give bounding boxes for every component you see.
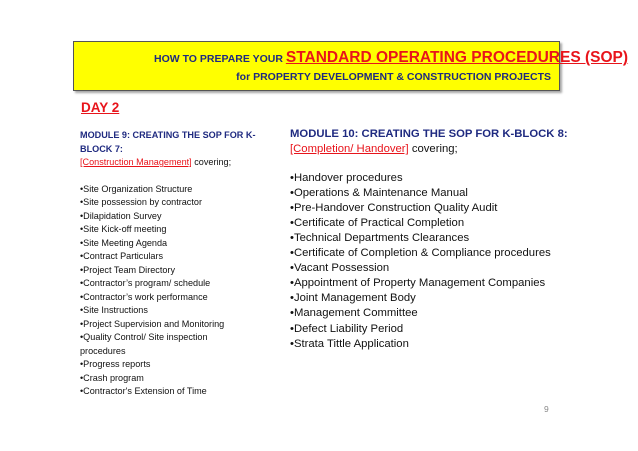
- list-item: •Technical Departments Clearances: [290, 231, 470, 244]
- list-item: •Contract Particulars: [80, 251, 164, 261]
- module-9-title: MODULE 9: CREATING THE SOP FOR K-BLOCK 7:: [80, 130, 256, 154]
- list-item: •Progress reports: [80, 359, 151, 369]
- list-item: •Project Team Directory: [80, 264, 175, 275]
- module-10-suffix: covering;: [408, 143, 458, 156]
- list-item: •Site possession by contractor: [80, 197, 202, 207]
- list-item: •Certificate of Completion & Compliance procedures: [290, 247, 551, 260]
- list-item: •Joint Management Body: [290, 292, 416, 305]
- list-item: •Quality Control/ Site inspection procedures: [80, 332, 208, 356]
- list-item: •Vacant Possession: [290, 262, 390, 275]
- day-label: DAY 2: [81, 100, 120, 115]
- module-10-subject: [Completion/ Handover]: [290, 143, 409, 156]
- list-item: •Site Organization Structure: [80, 183, 193, 194]
- list-item: •Site Kick-off meeting: [80, 224, 167, 234]
- module-9-subject: [Construction Management]: [80, 157, 192, 167]
- list-item: •Contractor’s work performance: [80, 291, 208, 302]
- module-10-subject-line: [290, 142, 590, 157]
- list-item: •Crash program: [80, 372, 144, 383]
- module-10-title: MODULE 10: CREATING THE SOP FOR K-BLOCK 8:: [290, 128, 568, 140]
- list-item: •Operations & Maintenance Manual: [290, 186, 468, 199]
- banner-title-line: [74, 49, 629, 67]
- list-item: •Certificate of Practical Completion: [290, 216, 465, 229]
- list-item: •Appointment of Property Management Companies: [290, 277, 546, 290]
- list-item: •Contractor's Extension of Time: [80, 386, 207, 396]
- module-10-list: [290, 171, 590, 352]
- module-9-list: [80, 183, 280, 399]
- banner-highlight: STANDARD OPERATING PROCEDURES (SOP): [285, 49, 629, 66]
- list-item: •Pre-Handover Construction Quality Audit: [290, 201, 498, 214]
- module-9-subject-line: [80, 156, 280, 170]
- list-item: •Project Supervision and Monitoring: [80, 318, 225, 329]
- list-item: •Dilapidation Survey: [80, 210, 162, 221]
- banner-subtitle: for PROPERTY DEVELOPMENT & CONSTRUCTION PROJECTS: [236, 71, 551, 83]
- list-item: •Strata Tittle Application: [290, 337, 409, 350]
- list-item: •Defect Liability Period: [290, 322, 404, 335]
- list-item: •Contractor’s program/ schedule: [80, 278, 211, 288]
- list-item: •Handover procedures: [290, 171, 403, 184]
- list-item: •Site Instructions: [80, 305, 148, 315]
- module-9-suffix: covering;: [191, 157, 232, 167]
- module-9-column: [80, 129, 280, 399]
- module-10-column: [290, 127, 590, 352]
- title-banner: [73, 41, 629, 91]
- banner-prefix: HOW TO PREPARE YOUR: [154, 53, 286, 65]
- list-item: •Site Meeting Agenda: [80, 237, 168, 248]
- list-item: •Management Committee: [290, 307, 418, 320]
- page-number: 9: [544, 404, 549, 414]
